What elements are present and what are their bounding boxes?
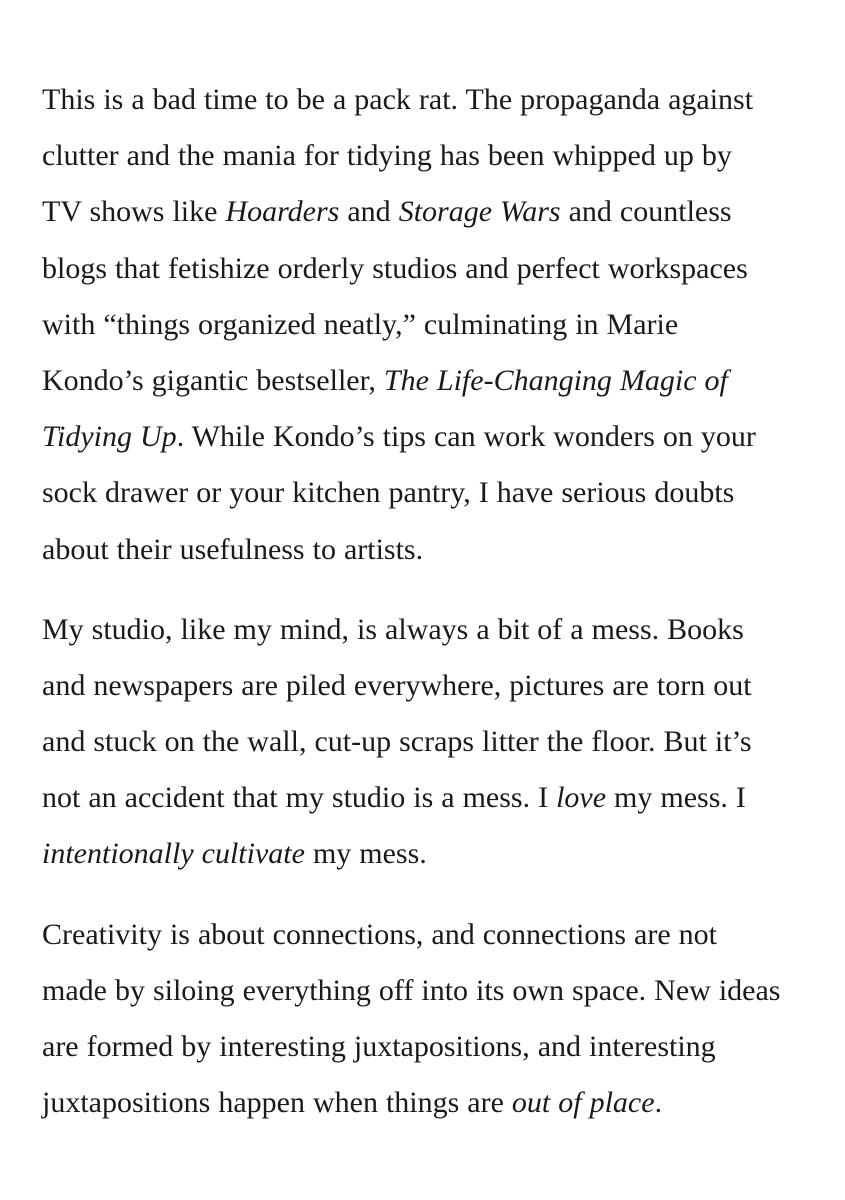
text-line: [42, 241, 845, 297]
text-run: my mess. I: [606, 781, 746, 815]
text-line: [42, 353, 845, 409]
text-line: [42, 963, 845, 1019]
text-line: [42, 770, 845, 826]
text-run: sock drawer or your kitchen pantry, I have serious doubts: [42, 476, 735, 510]
text-line: [42, 522, 845, 578]
text-run: clutter and the mania for tidying has been whipped up by: [42, 139, 732, 173]
text-run: juxtapositions happen when things are: [42, 1086, 512, 1120]
text-line: [42, 1019, 845, 1075]
text-line: [42, 72, 845, 128]
paragraph-2: [42, 602, 845, 883]
text-run: my mess.: [304, 837, 427, 871]
text-run: .: [654, 1086, 663, 1120]
text-run: TV shows like: [42, 195, 226, 229]
text-line: [42, 297, 845, 353]
text-line: [42, 826, 845, 882]
text-run: not an accident that my studio is a mess. I: [42, 781, 557, 815]
text-run: with “things organized neatly,” culminating in Marie: [42, 307, 679, 341]
italic-text: The Life-Changing Magic of: [383, 363, 728, 397]
text-line: [42, 907, 845, 963]
italic-text: out of place: [511, 1086, 655, 1120]
italic-text: love: [556, 781, 607, 815]
text-run: This is a bad time to be a pack rat. The propaganda against: [42, 83, 754, 116]
text-run: are formed by interesting juxtapositions, and interesting: [42, 1030, 716, 1063]
paragraph-3: [42, 907, 845, 1132]
text-run: and newspapers are piled everywhere, pictures are torn out: [42, 668, 752, 702]
text-line: [42, 184, 845, 240]
italic-text: intentionally cultivate: [42, 837, 305, 871]
text-line: [42, 658, 845, 714]
text-run: and: [339, 195, 399, 229]
text-run: made by siloing everything off into its own space. New ideas: [42, 973, 781, 1007]
paragraph-1: [42, 72, 845, 578]
text-run: Creativity is about connections, and connections are not: [42, 917, 717, 951]
text-run: blogs that fetishize orderly studios and perfect workspaces: [42, 251, 748, 285]
text-run: and countless: [560, 195, 732, 229]
text-run: My studio, like my mind, is always a bit of a mess. Books: [42, 612, 744, 646]
text-line: [42, 1075, 845, 1131]
italic-text: Storage Wars: [398, 195, 561, 229]
text-run: and stuck on the wall, cut-up scraps litter the floor. But it’s: [42, 725, 752, 759]
text-line: [42, 128, 845, 184]
text-run: about their usefulness to artists.: [42, 532, 424, 566]
article-body: [42, 72, 845, 1131]
italic-text: Hoarders: [225, 195, 340, 229]
text-line: [42, 465, 845, 521]
text-run: . While Kondo’s tips can work wonders on your: [176, 420, 756, 454]
text-line: [42, 714, 845, 770]
text-line: [42, 409, 845, 465]
text-run: Kondo’s gigantic bestseller,: [42, 363, 384, 397]
italic-text: Tidying Up: [42, 420, 177, 454]
text-line: [42, 602, 845, 658]
